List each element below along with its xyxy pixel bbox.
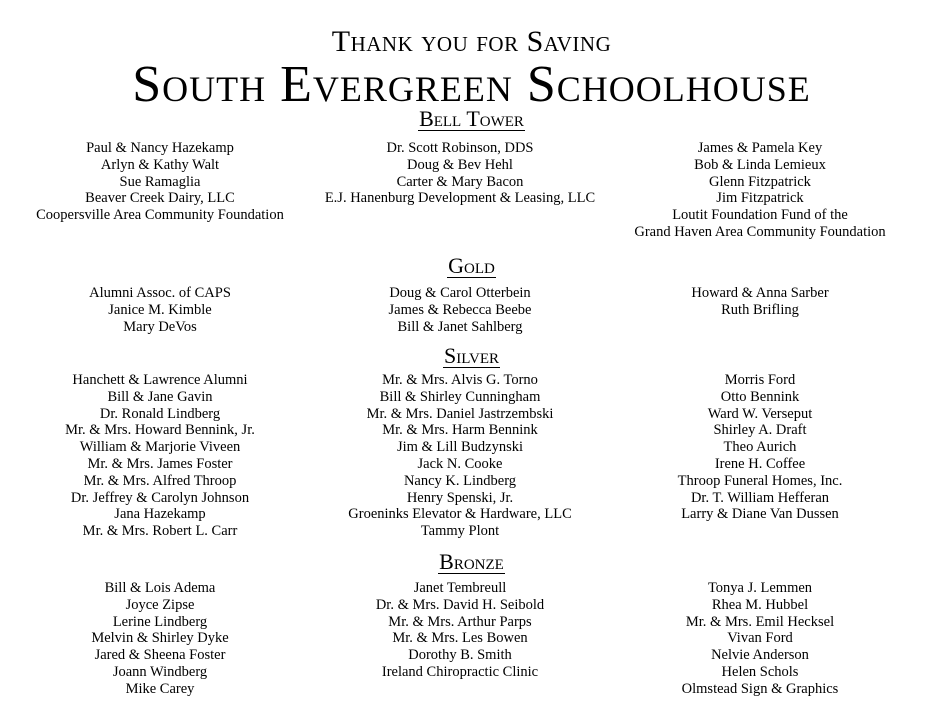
- donor-name: Mr. & Mrs. Howard Bennink, Jr.: [65, 422, 255, 439]
- donor-name: Theo Aurich: [723, 439, 797, 456]
- silver-column-3: [612, 372, 908, 523]
- donor-name: Bill & Jane Gavin: [107, 388, 213, 405]
- donor-name: Mr. & Mrs. Emil Hecksel: [685, 613, 835, 630]
- gold-column-2: [310, 285, 610, 335]
- donor-name: Throop Funeral Homes, Inc.: [677, 472, 843, 489]
- donor-name: Nancy K. Lindberg: [403, 472, 517, 489]
- donor-name: Mr. & Mrs. Les Bowen: [392, 630, 528, 647]
- donor-name: Dr. T. William Hefferan: [690, 489, 830, 506]
- bronze-column-1: [10, 580, 310, 698]
- donor-name: Bill & Janet Sahlberg: [397, 318, 523, 335]
- donor-name: Mr. & Mrs. Robert L. Carr: [82, 523, 238, 540]
- section-title-label: Bronze: [439, 549, 504, 574]
- donor-name: Ward W. Verseput: [707, 405, 813, 422]
- donor-name: Shirley A. Draft: [713, 422, 807, 439]
- donor-name: Jana Hazekamp: [114, 506, 206, 523]
- donor-name: Tonya J. Lemmen: [707, 580, 813, 596]
- bell-tower-column-3: [612, 140, 908, 241]
- donor-name: Bill & Shirley Cunningham: [379, 388, 541, 405]
- silver-column-2: [310, 372, 610, 540]
- donor-name: Mr. & Mrs. Harm Bennink: [382, 422, 538, 439]
- page-title: South Evergreen Schoolhouse: [132, 56, 811, 113]
- donor-name: Dorothy B. Smith: [408, 647, 512, 664]
- donor-name: Jared & Sheena Foster: [94, 647, 226, 664]
- donor-name: Mary DeVos: [123, 318, 197, 335]
- donor-name: Arlyn & Kathy Walt: [100, 156, 220, 173]
- donor-name: Bob & Linda Lemieux: [694, 156, 826, 173]
- donor-name: Jack N. Cooke: [417, 455, 503, 472]
- section-title-bell-tower: [0, 107, 943, 131]
- gold-column-1: [10, 285, 310, 335]
- donor-name: Mr. & Mrs. Alfred Throop: [83, 472, 237, 489]
- section-title-label: Bell Tower: [419, 106, 524, 131]
- donor-name: Rhea M. Hubbel: [711, 596, 809, 613]
- donor-name: Janet Tembreull: [413, 580, 507, 596]
- section-title-bronze: [0, 550, 943, 574]
- donor-name: Jim & Lill Budzynski: [396, 439, 524, 456]
- donor-name: Lerine Lindberg: [112, 613, 208, 630]
- donor-name: Bill & Lois Adema: [104, 580, 216, 596]
- donor-name: Dr. & Mrs. David H. Seibold: [375, 596, 545, 613]
- bronze-column-3: [612, 580, 908, 698]
- donor-name: E.J. Hanenburg Development & Leasing, LLC: [324, 190, 596, 207]
- donor-name: Alumni Assoc. of CAPS: [89, 285, 231, 301]
- bell-tower-column-2: [310, 140, 610, 207]
- gold-column-3: [612, 285, 908, 319]
- donor-name: Joyce Zipse: [125, 596, 195, 613]
- donor-name: Ireland Chiropractic Clinic: [381, 663, 539, 680]
- donor-name: James & Rebecca Beebe: [388, 301, 532, 318]
- donor-name: Nelvie Anderson: [711, 647, 809, 664]
- donor-name: Vivan Ford: [727, 630, 793, 647]
- section-title-label: Silver: [443, 343, 500, 368]
- donor-name: Dr. Scott Robinson, DDS: [386, 140, 534, 156]
- donor-name: Mike Carey: [125, 680, 195, 697]
- donor-name: Helen Schols: [721, 663, 799, 680]
- donor-name: Doug & Bev Hehl: [407, 156, 513, 173]
- donor-name: Henry Spenski, Jr.: [406, 489, 514, 506]
- donor-name: Loutit Foundation Fund of the: [672, 207, 848, 224]
- bronze-column-2: [310, 580, 610, 681]
- donor-name: Melvin & Shirley Dyke: [91, 630, 229, 647]
- donor-name: Janice M. Kimble: [108, 301, 212, 318]
- donor-name: Dr. Ronald Lindberg: [99, 405, 221, 422]
- donor-name: Mr. & Mrs. Arthur Parps: [388, 613, 532, 630]
- page-subtitle: Thank you for Saving: [331, 25, 612, 58]
- bell-tower-column-1: [10, 140, 310, 224]
- donor-name: Beaver Creek Dairy, LLC: [85, 190, 235, 207]
- donor-name: Joann Windberg: [112, 663, 208, 680]
- donor-name: Ruth Brifling: [721, 301, 799, 318]
- donor-name: Mr. & Mrs. Alvis G. Torno: [382, 372, 538, 388]
- donor-name: Grand Haven Area Community Foundation: [634, 223, 886, 240]
- donor-name: William & Marjorie Viveen: [79, 439, 241, 456]
- donor-name: Howard & Anna Sarber: [691, 285, 829, 301]
- donor-name: Mr. & Mrs. James Foster: [87, 455, 233, 472]
- donor-name: Morris Ford: [724, 372, 796, 388]
- donor-name: Jim Fitzpatrick: [716, 190, 804, 207]
- donor-name: Hanchett & Lawrence Alumni: [72, 372, 248, 388]
- donor-name: Carter & Mary Bacon: [396, 173, 524, 190]
- donor-name: Paul & Nancy Hazekamp: [86, 140, 234, 156]
- donor-name: Olmstead Sign & Graphics: [681, 680, 839, 697]
- donor-name: Irene H. Coffee: [714, 455, 806, 472]
- donor-name: Doug & Carol Otterbein: [389, 285, 531, 301]
- donor-name: Sue Ramaglia: [119, 173, 201, 190]
- section-title-label: Gold: [448, 253, 495, 278]
- section-title-silver: [0, 344, 943, 368]
- silver-column-1: [10, 372, 310, 540]
- donor-name: Larry & Diane Van Dussen: [681, 506, 839, 523]
- donor-name: Mr. & Mrs. Daniel Jastrzembski: [366, 405, 554, 422]
- donor-name: Coopersville Area Community Foundation: [36, 207, 284, 224]
- donor-name: Otto Bennink: [720, 388, 800, 405]
- donor-name: Tammy Plont: [420, 523, 500, 540]
- donor-name: Glenn Fitzpatrick: [709, 173, 811, 190]
- donor-name: Groeninks Elevator & Hardware, LLC: [348, 506, 572, 523]
- section-title-gold: [0, 254, 943, 278]
- donor-name: James & Pamela Key: [697, 140, 823, 156]
- donor-name: Dr. Jeffrey & Carolyn Johnson: [70, 489, 250, 506]
